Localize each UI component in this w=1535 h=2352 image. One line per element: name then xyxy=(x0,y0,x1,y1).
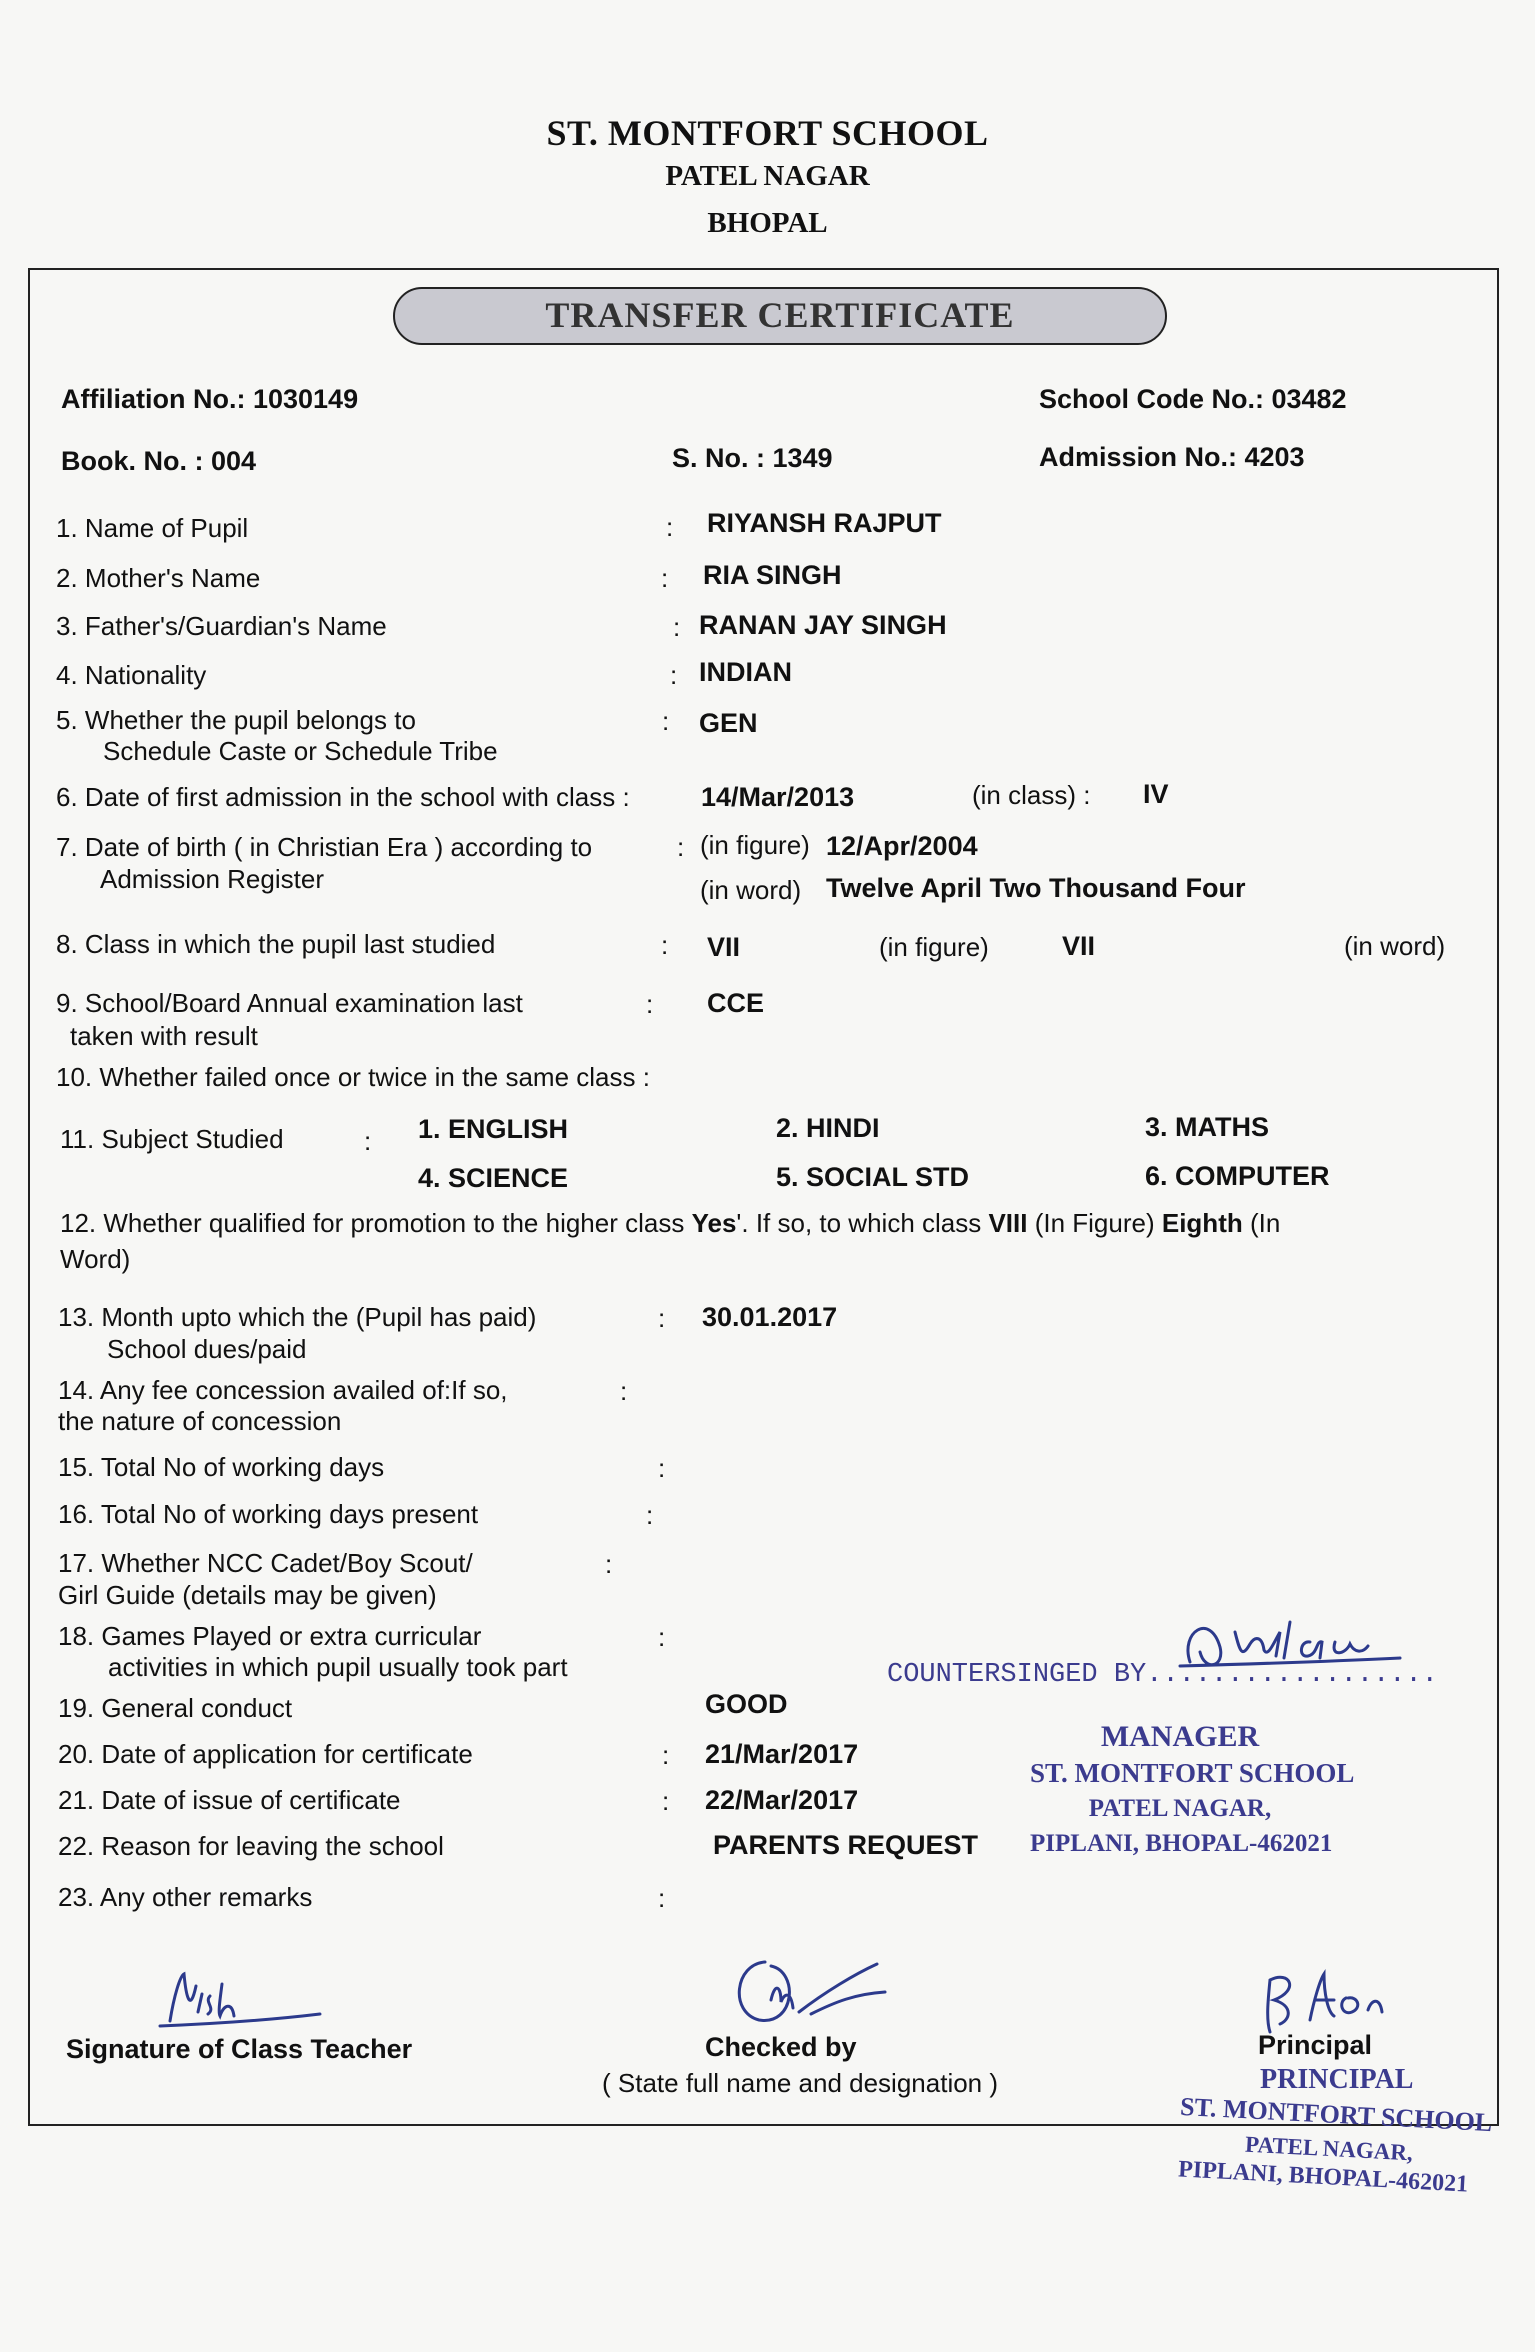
item-14-label: 14. Any fee concession availed of:If so, xyxy=(58,1375,508,1405)
leaving-reason: PARENTS REQUEST xyxy=(713,1830,979,1860)
colon: : xyxy=(646,1500,654,1530)
pupil-name: RIYANSH RAJPUT xyxy=(707,508,942,538)
item-16-label: 16. Total No of working days present xyxy=(58,1499,479,1529)
subject-item: 1. ENGLISH xyxy=(418,1114,569,1144)
colon: : xyxy=(661,930,669,960)
item-12-text: '. If so, to which class xyxy=(736,1208,989,1238)
item-11-label: 11. Subject Studied xyxy=(60,1124,284,1154)
checked-by-note: ( State full name and designation ) xyxy=(602,2068,999,2098)
item-23-label: 23. Any other remarks xyxy=(58,1882,313,1912)
colon: : xyxy=(661,563,669,593)
class-teacher-label: Signature of Class Teacher xyxy=(66,2034,413,2064)
item-14-label-cont: the nature of concession xyxy=(58,1406,342,1436)
manager-stamp-title: MANAGER xyxy=(1100,1720,1260,1753)
principal-stamp-title: PRINCIPAL xyxy=(1260,2064,1414,2095)
item-9-label-cont: taken with result xyxy=(70,1021,258,1051)
item-22-label: 22. Reason for leaving the school xyxy=(58,1831,444,1861)
manager-signature xyxy=(1150,1592,1410,1682)
application-date: 21/Mar/2017 xyxy=(705,1739,859,1769)
issue-date: 22/Mar/2017 xyxy=(705,1785,859,1815)
subject-item: 4. SCIENCE xyxy=(418,1163,569,1193)
father-name: RANAN JAY SINGH xyxy=(699,610,947,640)
dob-figure-label: (in figure) xyxy=(700,830,810,860)
item-1-label: 1. Name of Pupil xyxy=(56,513,249,543)
general-conduct: GOOD xyxy=(705,1689,788,1719)
admission-number: Admission No.: 4203 xyxy=(1039,442,1305,472)
item-13-label-cont: School dues/paid xyxy=(107,1334,307,1364)
colon: : xyxy=(677,832,685,862)
item-6-label: 6. Date of first admission in the school with class : xyxy=(56,782,630,812)
item-10-label: 10. Whether failed once or twice in the same class : xyxy=(56,1062,650,1092)
item-12-line xyxy=(60,1208,1280,1239)
item-17-label-cont: Girl Guide (details may be given) xyxy=(58,1580,437,1610)
item-7-label: 7. Date of birth ( in Christian Era ) according to xyxy=(56,832,593,862)
item-18-label-cont: activities in which pupil usually took part xyxy=(108,1652,568,1682)
promotion-class-word: Eighth xyxy=(1161,1208,1243,1238)
item-3-label: 3. Father's/Guardian's Name xyxy=(56,611,387,641)
item-9-label: 9. School/Board Annual examination last xyxy=(56,988,523,1018)
item-5-label: 5. Whether the pupil belongs to xyxy=(56,705,416,735)
subject-item: 2. HINDI xyxy=(776,1113,880,1143)
colon: : xyxy=(666,512,674,542)
manager-stamp-school: ST. MONTFORT SCHOOL xyxy=(1030,1758,1355,1788)
nationality-value: INDIAN xyxy=(699,657,792,687)
colon: : xyxy=(658,1453,666,1483)
colon: : xyxy=(662,1740,670,1770)
item-17-label: 17. Whether NCC Cadet/Boy Scout/ xyxy=(58,1548,473,1578)
last-class-word: VII xyxy=(1062,931,1096,961)
item-15-label: 15. Total No of working days xyxy=(58,1452,385,1482)
certificate-title: TRANSFER CERTIFICATE xyxy=(393,287,1167,345)
last-class-figure-label: (in figure) xyxy=(879,932,989,962)
item-12-line-cont: Word) xyxy=(60,1244,131,1274)
manager-stamp-address: PIPLANI, BHOPAL-462021 xyxy=(1030,1830,1333,1857)
dob-word-value: Twelve April Two Thousand Four xyxy=(826,873,1246,903)
item-7-label-cont: Admission Register xyxy=(100,864,324,894)
colon: : xyxy=(662,706,670,736)
colon: : xyxy=(658,1303,666,1333)
colon: : xyxy=(662,1786,670,1816)
item-12-label: 12. Whether qualified for promotion to the higher class xyxy=(60,1208,692,1238)
item-13-label: 13. Month upto which the (Pupil has paid) xyxy=(58,1302,537,1332)
item-20-label: 20. Date of application for certificate xyxy=(58,1739,473,1769)
principal-stamp-address: PIPLANI, BHOPAL-462021 xyxy=(1177,2156,1469,2198)
admission-class-value: IV xyxy=(1143,779,1169,809)
colon: : xyxy=(658,1883,666,1913)
promotion-answer: Yes xyxy=(691,1208,737,1238)
dues-paid-month: 30.01.2017 xyxy=(702,1302,838,1332)
principal-stamp-school: ST. MONTFORT SCHOOL xyxy=(1179,2091,1493,2138)
subject-item: 6. COMPUTER xyxy=(1145,1161,1330,1191)
admission-date: 14/Mar/2013 xyxy=(701,782,855,812)
countersigned-text: COUNTERSINGED BY.................. xyxy=(887,1660,1438,1690)
item-2-label: 2. Mother's Name xyxy=(56,563,261,593)
item-12-word-label: (In xyxy=(1242,1208,1281,1238)
item-18-label: 18. Games Played or extra curricular xyxy=(58,1621,482,1651)
exam-result: CCE xyxy=(707,988,765,1018)
colon: : xyxy=(620,1376,628,1406)
school-locality: PATEL NAGAR xyxy=(665,160,870,192)
subject-item: 5. SOCIAL STD xyxy=(776,1162,970,1192)
book-number: Book. No. : 004 xyxy=(61,446,257,476)
last-class-figure: VII xyxy=(707,932,741,962)
manager-stamp-locality: PATEL NAGAR, xyxy=(1088,1795,1272,1822)
colon: : xyxy=(605,1549,613,1579)
admission-class-label: (in class) : xyxy=(972,780,1091,810)
mother-name: RIA SINGH xyxy=(703,560,842,590)
item-8-label: 8. Class in which the pupil last studied xyxy=(56,929,496,959)
school-name: ST. MONTFORT SCHOOL xyxy=(546,113,989,153)
subject-item: 3. MATHS xyxy=(1145,1112,1270,1142)
item-12-figure-label: (In Figure) xyxy=(1027,1208,1162,1238)
colon: : xyxy=(670,660,678,690)
category-value: GEN xyxy=(699,708,758,738)
school-code: School Code No.: 03482 xyxy=(1039,384,1347,414)
principal-stamp-locality: PATEL NAGAR, xyxy=(1244,2131,1414,2166)
colon: : xyxy=(658,1622,666,1652)
affiliation-number: Affiliation No.: 1030149 xyxy=(61,384,359,414)
colon: : xyxy=(646,989,654,1019)
serial-number: S. No. : 1349 xyxy=(672,443,833,473)
principal-signature xyxy=(1250,1960,1420,2040)
item-19-label: 19. General conduct xyxy=(58,1693,293,1723)
item-21-label: 21. Date of issue of certificate xyxy=(58,1785,401,1815)
checker-signature xyxy=(715,1952,895,2032)
dob-word-label: (in word) xyxy=(700,875,802,905)
class-teacher-signature xyxy=(150,1966,330,2036)
last-class-word-label: (in word) xyxy=(1344,931,1446,961)
checked-by-label: Checked by xyxy=(705,2032,857,2062)
school-city: BHOPAL xyxy=(707,207,828,239)
dob-figure-value: 12/Apr/2004 xyxy=(826,831,978,861)
promotion-class-figure: VIII xyxy=(988,1208,1028,1238)
item-4-label: 4. Nationality xyxy=(56,660,207,690)
colon: : xyxy=(364,1126,372,1156)
colon: : xyxy=(673,612,681,642)
item-5-label-cont: Schedule Caste or Schedule Tribe xyxy=(103,736,498,766)
principal-label: Principal xyxy=(1258,2030,1373,2060)
